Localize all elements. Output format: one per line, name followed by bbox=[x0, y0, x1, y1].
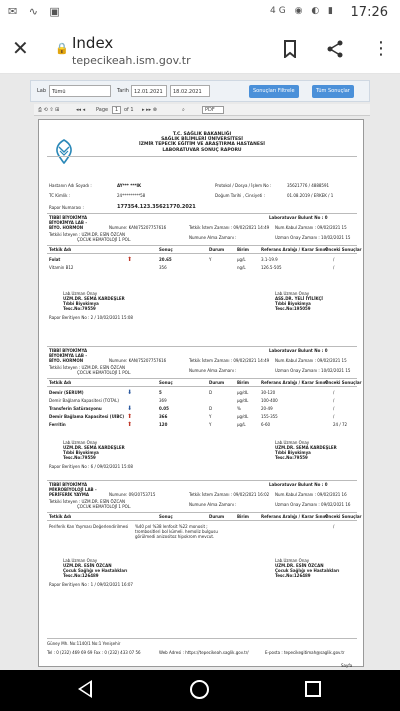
previous-results: / bbox=[333, 406, 335, 411]
test-reference: 20-49 bbox=[261, 406, 273, 411]
sample-label: Numune: KAN/75207757616 bbox=[109, 225, 167, 230]
test-result: 0.05 bbox=[159, 406, 169, 411]
department: ÇOCUK HEMATOLOJİ 1 POL. bbox=[77, 237, 132, 242]
lab-result-no: Laboratuvar Bulunt No : 0 bbox=[269, 482, 328, 487]
page-title[interactable]: Index bbox=[72, 34, 114, 52]
test-result: 120 bbox=[159, 422, 168, 427]
right-signature: Tıbbi Biyokimya bbox=[275, 450, 311, 455]
test-unit: ng/L bbox=[237, 265, 246, 270]
tc-label: TC Kimlik : bbox=[49, 193, 71, 198]
back-icon[interactable] bbox=[78, 680, 92, 698]
right-signature: Lab.Uzman Onay bbox=[275, 291, 310, 296]
report-time: Rapor Beritiyen No : 2 / 10/02/2021 15:08 bbox=[49, 315, 133, 320]
lab-select[interactable]: Tümü bbox=[49, 85, 111, 97]
date-to-input[interactable]: 18.02.2021 bbox=[170, 85, 210, 97]
footer-address: Güney Mh. No:1140/1 No:1 Yenişehir bbox=[47, 641, 121, 646]
test-unit: µg/dL bbox=[237, 398, 249, 403]
filter-bar bbox=[30, 80, 370, 102]
column-header: Sonuç bbox=[159, 247, 173, 252]
column-header: Birim bbox=[237, 247, 249, 252]
patient-name-label: Hastanın Adı Soyadı : bbox=[49, 183, 92, 188]
share-icon[interactable] bbox=[326, 40, 344, 58]
browser-toolbar bbox=[0, 26, 400, 74]
right-signature: Tesc.No:79559 bbox=[275, 455, 308, 460]
lab-result-no: Laboratuvar Bulunt No : 0 bbox=[269, 348, 328, 353]
sample-label: Numune: 09/20753715 bbox=[109, 492, 156, 497]
section-sub: BİYOKİMYA LAB - bbox=[49, 353, 88, 358]
column-header: Sonuç bbox=[159, 380, 173, 385]
dob-value: 01.08.2019 / ERKEK / 1 bbox=[287, 193, 334, 198]
right-signature: Tıbbi Biyokimya bbox=[275, 301, 311, 306]
test-status: Y bbox=[209, 414, 212, 419]
previous-results: / bbox=[333, 257, 335, 262]
android-nav-bar bbox=[0, 670, 400, 711]
previous-results: / bbox=[333, 524, 335, 529]
report-header-3: İZMİR TEPECİK EĞİTİM VE ARAŞTIRMA HASTANESİ bbox=[139, 142, 265, 147]
url-text[interactable]: tepecikeah.ism.gov.tr bbox=[72, 54, 191, 67]
approve-time: Uzman Onay Zamanı : 10/02/2021 15 bbox=[275, 235, 351, 240]
column-header: Önceki Sonuçlar bbox=[325, 514, 362, 519]
section-lab: BİYO. HORMON bbox=[49, 358, 84, 363]
right-signature: Tesc.No:126489 bbox=[275, 573, 311, 578]
left-signature: Tıbbi Biyokimya bbox=[63, 301, 99, 306]
page-of: of 1 bbox=[124, 107, 134, 113]
right-signature: ASS.DR. YELİ İYİLİKÇİ bbox=[275, 296, 323, 301]
pdf-toolbar bbox=[34, 104, 370, 116]
left-signature: UZM.DR. SEMA KARDEŞLER bbox=[63, 445, 125, 450]
request-time: Tetkik İstem Zamanı : 09/02/2021 16:02 bbox=[189, 492, 270, 497]
column-header: Durum bbox=[209, 247, 225, 252]
right-signature: Çocuk Sağlığı ve Hastalıkları bbox=[275, 568, 340, 573]
right-signature: Tesc.No:195059 bbox=[275, 306, 311, 311]
more-options-icon[interactable]: ⋮ bbox=[372, 38, 390, 59]
sample-time: Numune Alma Zamanı : bbox=[189, 502, 237, 507]
test-unit: µg/dL bbox=[237, 414, 249, 419]
test-reference: 6-60 bbox=[261, 422, 271, 427]
report-no-label: Rapor Numarası : bbox=[49, 205, 84, 210]
column-header: Tetkik Adı bbox=[49, 247, 72, 252]
column-header: Tetkik Adı bbox=[49, 514, 72, 519]
column-header: Birim bbox=[237, 514, 249, 519]
section-sub: BİYOKİMYA LAB - bbox=[49, 220, 88, 225]
column-header: Referans Aralığı / Karar Sınırı bbox=[261, 247, 328, 252]
test-name: Vitamin B12 bbox=[49, 265, 74, 270]
print-icon[interactable]: ⎙ ⟲ ⇧ ⊞ bbox=[38, 107, 60, 113]
test-result: 20.65 bbox=[159, 257, 172, 262]
all-results-button[interactable]: Tüm Sonuçlar bbox=[312, 85, 354, 98]
column-header: Önceki Sonuçlar bbox=[325, 247, 362, 252]
footer-web[interactable]: Web Adresi : https://tepecikeah.saglik.gov.tr/ bbox=[159, 650, 249, 655]
accept-time: Num.Kabul Zamanı : 09/02/2021 15 bbox=[275, 358, 347, 363]
section-unit: TIBBİ BİYOKİMYA bbox=[49, 482, 88, 487]
left-signature: Lab.Uzman Onay bbox=[63, 558, 98, 563]
section-sub: MİKROBİYOLOJİ LAB - bbox=[49, 487, 97, 492]
home-icon[interactable] bbox=[190, 680, 209, 699]
next-page-icon[interactable]: ▸ ▸▸ ⊗ bbox=[142, 107, 157, 113]
test-name: Demir Bağlama Kapasitesi (UIBC) bbox=[49, 414, 125, 419]
test-reference: 126.5-505 bbox=[261, 265, 282, 270]
test-reference: 30-120 bbox=[261, 390, 276, 395]
date-from-input[interactable]: 12.01.2021 bbox=[131, 85, 167, 97]
right-signature: UZM.DR. SEMA KARDEŞLER bbox=[275, 445, 337, 450]
test-status: D bbox=[209, 406, 213, 411]
column-header: Birim bbox=[237, 380, 249, 385]
patient-name: AY*** ***IK bbox=[117, 183, 142, 188]
page-number-input[interactable]: 1 bbox=[112, 106, 121, 114]
approve-time: Uzman Onay Zamanı : 10/02/2021 15 bbox=[275, 368, 351, 373]
test-unit: µg/dL bbox=[237, 390, 249, 395]
tc-value: 24*********58 bbox=[117, 193, 146, 198]
report-header-1: T.C. SAĞLIK BAKANLIĞI bbox=[172, 132, 232, 137]
protocol-label: Protokol / Dosya / İşlem No : bbox=[215, 183, 272, 188]
requester: Tetkiki İsteyen : UZM.DR. ESİN ÖZCAN bbox=[49, 499, 125, 504]
test-name: Periferik Kan Yayması Değerlendirilmesi bbox=[49, 524, 129, 529]
previous-results: / bbox=[333, 398, 335, 403]
sample-label: Numune: KAN/75207757616 bbox=[109, 358, 167, 363]
sample-time: Numune Alma Zamanı : bbox=[189, 235, 237, 240]
bookmark-icon[interactable] bbox=[283, 40, 297, 58]
filter-results-button[interactable]: Sonuçları Filtrele bbox=[249, 85, 299, 98]
date-label: Tarih bbox=[117, 88, 129, 94]
test-name: Transferin Satürasyonu bbox=[49, 406, 102, 411]
column-header: Durum bbox=[209, 514, 225, 519]
left-signature: Tesc.No:79559 bbox=[63, 455, 96, 460]
footer-email[interactable]: E-posta : tepecikegitimah@saglik.gov.tr bbox=[265, 650, 345, 655]
previous-results: / bbox=[333, 390, 335, 395]
arrow-up-icon: ⬆ bbox=[127, 421, 133, 428]
export-format-select[interactable]: PDF bbox=[202, 106, 224, 114]
requester: Tetkiki İsteyen : UZM.DR. ESİN ÖZCAN bbox=[49, 365, 125, 370]
department: ÇOCUK HEMATOLOJİ 1 POL. bbox=[77, 504, 132, 509]
section-lab: BİYO. HORMON bbox=[49, 225, 84, 230]
test-status: Y bbox=[209, 422, 212, 427]
test-status: Y bbox=[209, 257, 212, 262]
request-time: Tetkik İstem Zamanı : 09/02/2021 14:49 bbox=[189, 358, 270, 363]
test-unit: µg/L bbox=[237, 257, 246, 262]
lab-label: Lab bbox=[37, 88, 47, 94]
left-signature: Tesc.No:79559 bbox=[63, 306, 96, 311]
test-result: 5 bbox=[159, 390, 162, 395]
dob-label: Doğum Tarihi , Cinsiyeti : bbox=[215, 193, 265, 198]
report-header-2: SAĞLIK BİLİMLERİ ÜNİVERSİTESİ bbox=[161, 137, 243, 142]
request-time: Tetkik İstem Zamanı : 09/02/2021 14:49 bbox=[189, 225, 270, 230]
test-reference: 3.1-19.9 bbox=[261, 257, 278, 262]
accept-time: Num.Kabul Zamanı : 09/02/2021 16 bbox=[275, 492, 347, 497]
page-content bbox=[0, 74, 400, 670]
left-signature: Tesc.No:126489 bbox=[63, 573, 99, 578]
report-time: Rapor Beritiyen No : 6 / 09/02/2021 15:08 bbox=[49, 464, 133, 469]
test-result: 369 bbox=[159, 398, 167, 403]
test-name: Demir Bağlama Kapasitesi (TOTAL) bbox=[49, 398, 119, 403]
find-icon[interactable]: ⌕ bbox=[182, 107, 185, 113]
previous-results: / bbox=[333, 265, 335, 270]
recents-icon[interactable] bbox=[305, 681, 321, 697]
test-unit: µg/L bbox=[237, 422, 246, 427]
test-status: D bbox=[209, 390, 213, 395]
section-unit: TIBBİ BİYOKİMYA bbox=[49, 215, 88, 220]
left-signature: Tıbbi Biyokimya bbox=[63, 450, 99, 455]
left-signature: Çocuk Sağlığı ve Hastalıkları bbox=[63, 568, 128, 573]
protocol-value: 35621776 / 4888591 bbox=[287, 183, 330, 188]
lab-result-no: Laboratuvar Bulunt No : 0 bbox=[269, 215, 328, 220]
section-unit: TIBBİ BİYOKİMYA bbox=[49, 348, 88, 353]
sample-time: Numune Alma Zamanı : bbox=[189, 368, 237, 373]
column-header: Referans Aralığı / Karar Sınırı bbox=[261, 514, 328, 519]
section-lab: PERİFERİK YAYMA bbox=[49, 492, 89, 497]
test-reference: 155-355 bbox=[261, 414, 278, 419]
test-result: 356 bbox=[159, 265, 167, 270]
close-icon[interactable]: ✕ bbox=[12, 36, 29, 60]
footer-phone: Tel : 0 (232) 469 69 69 Fax : 0 (232) 433 07 56 bbox=[47, 650, 141, 655]
column-header: Durum bbox=[209, 380, 225, 385]
test-result: %40 pnl %38 lenfosit %22 monosit ; trombositleri bol kümeli. hemoliz bulgusu görülmedi anizositoz hipokrom mevcut. bbox=[135, 524, 218, 539]
column-header: Sonuç bbox=[159, 514, 173, 519]
arrow-up-icon: ⬆ bbox=[127, 413, 133, 420]
test-unit: % bbox=[237, 406, 241, 411]
prev-page-icon[interactable]: ◂◂ ◂ bbox=[76, 107, 86, 113]
lab-report-page bbox=[38, 119, 364, 667]
previous-results: / bbox=[333, 414, 335, 419]
approve-time: Uzman Onay Zamanı : 09/02/2021 16 bbox=[275, 502, 351, 507]
test-reference: 100-400 bbox=[261, 398, 278, 403]
report-header-4: LABORATUVAR SONUÇ RAPORU bbox=[162, 148, 242, 153]
arrow-down-icon: ⬇ bbox=[127, 405, 133, 412]
requester: Tetkiki İsteyen : UZM.DR. ESİN ÖZCAN bbox=[49, 232, 125, 237]
test-result: 366 bbox=[159, 414, 168, 419]
test-name: Ferritin bbox=[49, 422, 66, 427]
arrow-down-icon: ⬇ bbox=[127, 389, 133, 396]
report-no: 177354.123.35621770.2021 bbox=[117, 204, 196, 210]
signal-icons: 4G ◉ ◐ ▮ bbox=[270, 6, 336, 16]
footer-page: Sayfa bbox=[341, 663, 353, 668]
lock-icon: 🔒 bbox=[55, 42, 69, 55]
department: ÇOCUK HEMATOLOJİ 1 POL. bbox=[77, 370, 132, 375]
previous-results: 24 / 72 bbox=[333, 422, 348, 427]
test-name: Demir (SERUM) bbox=[49, 390, 84, 395]
notification-icons: ✉ ∿ ▣ bbox=[8, 5, 64, 18]
right-signature: Lab.Uzman Onay bbox=[275, 440, 310, 445]
page-label: Page bbox=[96, 107, 109, 113]
clock: 17:26 bbox=[350, 5, 388, 20]
test-name: Folat bbox=[49, 257, 61, 262]
left-signature: Lab.Uzman Onay bbox=[63, 440, 98, 445]
left-signature: Lab.Uzman Onay bbox=[63, 291, 98, 296]
column-header: Önceki Sonuçlar bbox=[325, 380, 362, 385]
accept-time: Num.Kabul Zamanı : 09/02/2021 15 bbox=[275, 225, 347, 230]
right-signature: UZM.DR. ESİN ÖZCAN bbox=[275, 563, 324, 568]
right-signature: Lab.Uzman Onay bbox=[275, 558, 310, 563]
column-header: Referans Aralığı / Karar Sınırı bbox=[261, 380, 328, 385]
left-signature: UZM.DR. ESİN ÖZCAN bbox=[63, 563, 112, 568]
status-bar bbox=[0, 0, 400, 26]
arrow-up-icon: ⬆ bbox=[127, 256, 133, 263]
left-signature: UZM.DR. SEMA KARDEŞLER bbox=[63, 296, 125, 301]
report-time: Rapor Beritiyen No : 1 / 09/02/2021 16:07 bbox=[49, 582, 133, 587]
column-header: Tetkik Adı bbox=[49, 380, 72, 385]
